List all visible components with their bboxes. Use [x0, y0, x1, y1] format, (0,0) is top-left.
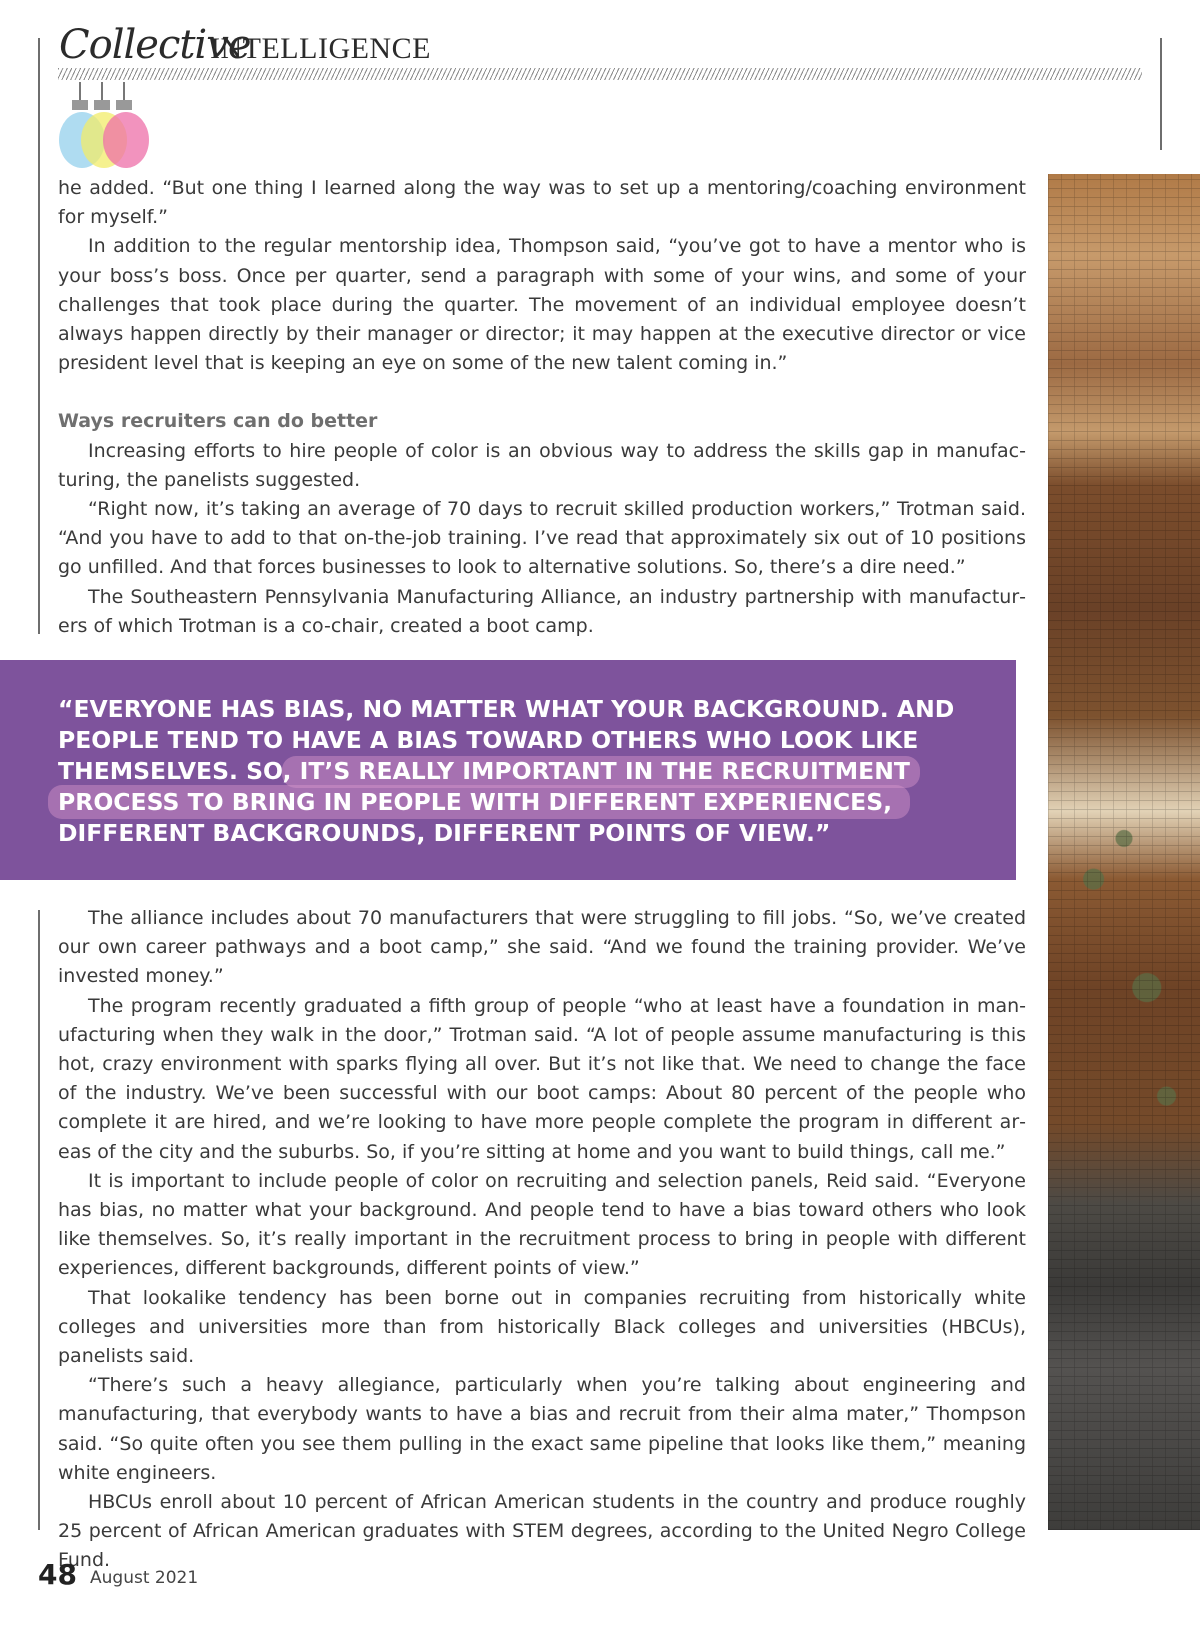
paragraph: It is important to include people of color on recruiting and selection panels, Reid said. “Everyone has bias, no matter what your background. And people tend to have a bias toward others who look like themselves. So, it’s really important in the recruitment process to bring in people with different experiences, different backgrounds, different points of view.” — [58, 1169, 1026, 1280]
section-title-script: Collective — [59, 22, 251, 68]
pull-quote-text: “EVERYONE HAS BIAS, NO MATTER WHAT YOUR BACKGROUND. AND PEOPLE TEND TO HAVE A BIAS TOWARD OTHERS WHO LOOK LIKE THEMSELVES. SO, IT’S REALLY IMPORTANT IN THE RECRUITMENT PROCESS TO BRING IN PEOPLE WITH DIFFERENT EXPERIENCES, DIFFERENT BACKGROUNDS, DIFFERENT POINTS OF VIEW.” — [58, 695, 955, 847]
paragraph: That lookalike tendency has been borne out in companies recruiting from historically white colleges and universities more than from historically Black colleges and universities (HBCUs), panelists said. — [58, 1286, 1026, 1368]
section-title-caps: INTELLIGENCE — [210, 32, 431, 65]
paragraph: In addition to the regular mentorship idea, Thompson said, “you’ve got to have a mentor who is your boss’s boss. Once per quarter, send a paragraph with some of your wins, and some of your challenges that took place during the quarter. The movement of an individual employee doesn’t always happen directly by their manager or director; it may happen at the executive director or vice president level that is keeping an eye on some of the new talent coming in.” — [58, 235, 1026, 375]
photo-texture — [1048, 174, 1200, 1530]
paragraph: The alliance includes about 70 manufacturers that were struggling to fill jobs. “So, we’ve created our own career pathways and a boot camp,” she said. “And we found the training provider. We’ve invested money.” — [58, 907, 1026, 988]
issue-date: August 2021 — [90, 1568, 199, 1588]
paragraph: he added. “But one thing I learned along the way was to set up a mentoring/coaching environment for myself.” — [58, 177, 1026, 229]
article-body-bottom — [58, 904, 1026, 1576]
subheading: Ways recruiters can do better — [58, 410, 378, 433]
left-margin-rule-bottom — [38, 910, 40, 1530]
article-body-top — [58, 174, 1026, 641]
lightbulbs-icon — [56, 82, 152, 172]
header-hatch-divider — [58, 68, 1142, 80]
right-margin-rule — [1160, 38, 1162, 150]
paragraph: Increasing efforts to hire people of color is an obvious way to address the skills gap in manufacturing, the panelists suggested. — [58, 439, 1026, 491]
paragraph: “There’s such a heavy allegiance, particularly when you’re talking about engineering and manufacturing, that everybody wants to have a bias and recruit from their alma mater,” Thompson said. “So quite often you see them pulling in the exact same pipeline that looks like them,” meaning white engineers. — [58, 1374, 1026, 1484]
paragraph: The Southeastern Pennsylvania Manufacturing Alliance, an industry partnership with manufacturers of which Trotman is a co-chair, created a boot camp. — [58, 585, 1026, 637]
side-decorative-photo — [1048, 174, 1200, 1530]
paragraph: The program recently graduated a fifth group of people “who at least have a foundation in manufacturing when they walk in the door,” Trotman said. “A lot of people assume manufacturing is this hot, crazy environment with sparks flying all over. But it’s not like that. We need to change the face of the industry. We’ve been successful with our boot camps: About 80 percent of the people who complete it are hired, and we’re looking to have more people complete the program in different areas of the city and the suburbs. So, if you’re sitting at home and you want to build things, call me.” — [58, 994, 1026, 1163]
paragraph: HBCUs enroll about 10 percent of African American students in the country and produce roughly 25 percent of African American graduates with STEM degrees, according to the United Negro College Fund. — [58, 1491, 1026, 1572]
paragraph-spacer — [58, 378, 1026, 407]
paragraph: “Right now, it’s taking an average of 70 days to recruit skilled production workers,” Trotman said. “And you have to add to that on-the-job training. I’ve read that approximately six out of 10 positions go unfilled. And that forces businesses to look to alternative solutions. So, there’s a dire need.” — [58, 498, 1026, 579]
pull-quote-box — [0, 660, 1016, 880]
left-margin-rule-top — [38, 38, 40, 634]
page-number: 48 — [38, 1558, 77, 1591]
